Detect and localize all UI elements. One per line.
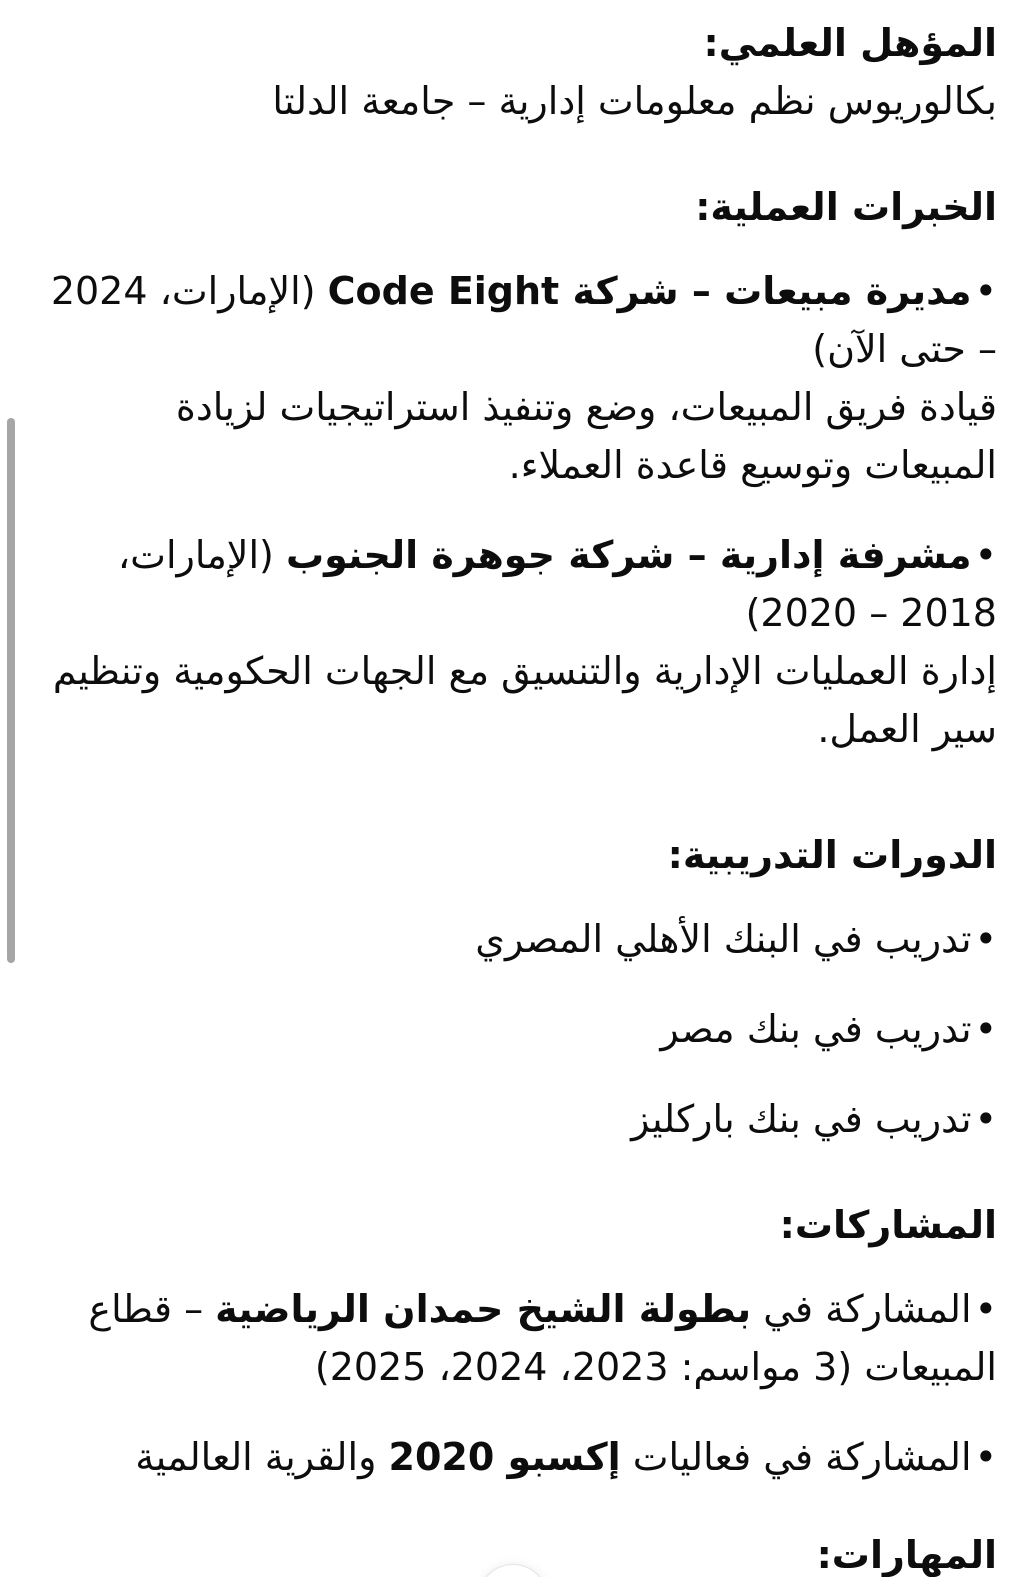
job-meta: (الإمارات، 2018 – 2020) xyxy=(117,533,997,635)
education-heading: المؤهل العلمي: xyxy=(703,21,997,65)
scrollbar-thumb[interactable] xyxy=(7,418,15,963)
participation-text: المشاركة في xyxy=(751,1287,972,1331)
courses-list xyxy=(49,910,997,1148)
course-item: • تدريب في بنك مصر xyxy=(49,1000,997,1058)
job-description: قيادة فريق المبيعات، وضع وتنفيذ استراتيجيات لزيادة المبيعات وتوسيع قاعدة العملاء. xyxy=(175,385,997,487)
job-description: إدارة العمليات الإدارية والتنسيق مع الجهات الحكومية وتنظيم سير العمل. xyxy=(52,649,997,751)
participation-item xyxy=(49,1428,997,1486)
experience-list xyxy=(49,262,997,758)
job-meta: (الإمارات، 2024 – حتى الآن) xyxy=(50,269,997,371)
participation-text: والقرية العالمية xyxy=(135,1435,389,1479)
course-item: • تدريب في بنك باركليز xyxy=(49,1090,997,1148)
cv-content xyxy=(49,0,997,1577)
participations-list xyxy=(49,1280,997,1486)
education-degree: بكالوريوس نظم معلومات إدارية – جامعة الدلتا xyxy=(272,79,997,123)
participation-highlight: بطولة الشيخ حمدان الرياضية xyxy=(215,1287,752,1331)
job-title: مشرفة إدارية – شركة جوهرة الجنوب xyxy=(285,533,972,577)
job-title: مديرة مبيعات – شركة Code Eight xyxy=(327,269,972,313)
course-item: • تدريب في البنك الأهلي المصري xyxy=(49,910,997,968)
experience-item xyxy=(49,526,997,758)
participations-heading: المشاركات: xyxy=(779,1203,997,1247)
courses-heading: الدورات التدريبية: xyxy=(667,833,997,877)
experience-item xyxy=(49,262,997,494)
experience-heading: الخبرات العملية: xyxy=(695,185,997,229)
participation-item xyxy=(49,1280,997,1396)
participation-text: المشاركة في فعاليات xyxy=(620,1435,972,1479)
participation-text: – قطاع المبيعات (3 مواسم: 2023، 2024، 2025) xyxy=(88,1287,997,1389)
participation-highlight: إكسبو 2020 xyxy=(388,1435,621,1479)
skills-heading-partial: المهارات: xyxy=(816,1533,997,1577)
